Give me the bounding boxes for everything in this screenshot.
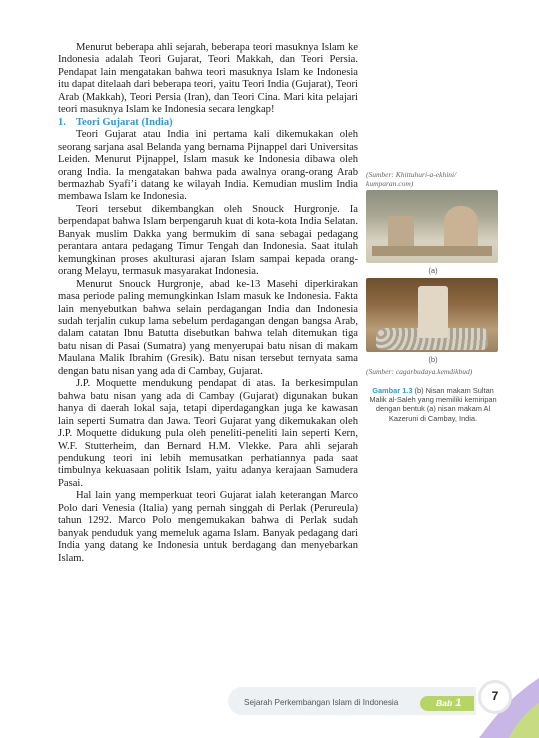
figure-label-b: (b) (428, 355, 438, 364)
tombstone-photo-b (366, 278, 498, 352)
body-paragraph-3: Menurut Snouck Hurgronje, abad ke-13 Masehi diperkirakan masa periode paling memungkinkan Islam masuk ke Indonesia. Fakta lain menyebutkan bahwa selain perdagangan India dan Indonesia sudah terjalin cukup lama sebelum perdagangan dengan bangsa Arab, dalam catatan Ibnu Batutta disebutkan bahwa telah ditemukan tiga batu nisan di Pasai (Sumatra) yang menyerupai batu nisan di makam Maulana Malik Ibrahim (Gresik). Batu nisan tersebut ternyata sama dengan batu nisan yang ada di Cambay, Gujarat. (58, 278, 358, 377)
intro-paragraph: Menurut beberapa ahli sejarah, beberapa teori masuknya Islam ke Indonesia adalah Teori Gujarat, Teori Makkah, dan Teori Persia. Pendapat lain mengatakan bahwa teori masuknya Islam ke Indonesia itu dapat ditelaah dari beberapa teori, yaitu Teori India (Gujarat), Teori Arab (Makkah), Teori Persia (Iran), dan Teori Cina. Mari kita pelajari teori masuknya Islam ke Indonesia secara lengkap! (58, 42, 358, 116)
page-number: 7 (478, 680, 512, 714)
section-heading-number: 1. (58, 116, 66, 128)
figure-caption-label: Gambar 1.3 (372, 386, 413, 395)
chapter-badge (420, 696, 474, 711)
figure-source-a: (Sumber: Khittuhuri-a-ekhini/ kumparan.com) (366, 170, 457, 188)
figure-column (366, 170, 500, 423)
footer-book-title: Sejarah Perkembangan Islam di Indonesia (244, 698, 399, 707)
body-paragraph-1: Teori Gujarat atau India ini pertama kali dikemukakan oleh seorang sarjana asal Belanda yang bernama Pijnappel dari Universitas Leiden. Menurut Pijnappel, Islam masuk ke Indonesia dibawa oleh orang India. Ia mengatakan bahwa pada awalnya orang-orang Arab bermazhab Syafi’i datang ke wilayah India. Kemudian muslim India membawa Islam ke Indonesia. (58, 129, 358, 203)
chapter-badge-label: Bab (436, 698, 453, 708)
section-heading (58, 117, 358, 129)
body-paragraph-5: Hal lain yang memperkuat teori Gujarat ialah keterangan Marco Polo dari Venesia (Italia) yang pernah singgah di Perlak (Perureula) tahun 1292. Marco Polo mengemukakan bahwa di Perlak sudah banyak penduduk yang memeluk agama Islam. Banyak pedagang dari India yang datang ke Indonesia untuk berdagang dan menyebarkan Islam. (58, 490, 358, 564)
main-text-column (58, 42, 358, 565)
body-paragraph-4: J.P. Moquette mendukung pendapat di atas. Ia berkesimpulan bahwa batu nisan yang ada di Cambay (Gujarat) digunakan bukan hanya di daerah lokal saja, tetapi diperdagangkan juga ke kawasan lain seperti Sumatra dan Jawa. Teori Gujarat yang dikemukakan oleh J.P. Moquette didukung pula oleh peneliti-peneliti lain seperti Kern, W.F. Stutterheim, dan Bernard H.M. Vlekke. Para ahli sejarah pendukung teori ini lebih memusatkan perhatiannya pada saat timbulnya kekuasaan politik Islam, yaitu adanya kerajaan Samudera Pasai. (58, 378, 358, 489)
figure-source-b: (Sumber: cagarbudaya.kemdikbud) (366, 367, 473, 376)
figure-caption (366, 386, 500, 423)
figure-caption-text: (b) Nisan makam Sultan Malik al-Saleh yang memiliki kemiripan dengan bentuk (a) nisan makam Al Kazeruni di Cambay, India. (369, 386, 497, 423)
chapter-badge-number: 1 (455, 697, 462, 709)
figure-label-a: (a) (428, 266, 438, 275)
body-paragraph-2: Teori tersebut dikembangkan oleh Snouck Hurgronje. Ia berpendapat bahwa Islam berpengaruh kuat di kota-kota India Selatan. Banyak muslim Dakka yang bermukim di sana sebagai pedagang perantara antara pedagang Timur Tengah dan Indonesia. Saat itulah kemungkinan proses akulturasi ajaran Islam sampai kepada orang-orang Melayu, termasuk masyarakat Indonesia. (58, 203, 358, 278)
section-heading-text: Teori Gujarat (India) (75, 116, 173, 128)
tomb-photo-a (366, 190, 498, 263)
